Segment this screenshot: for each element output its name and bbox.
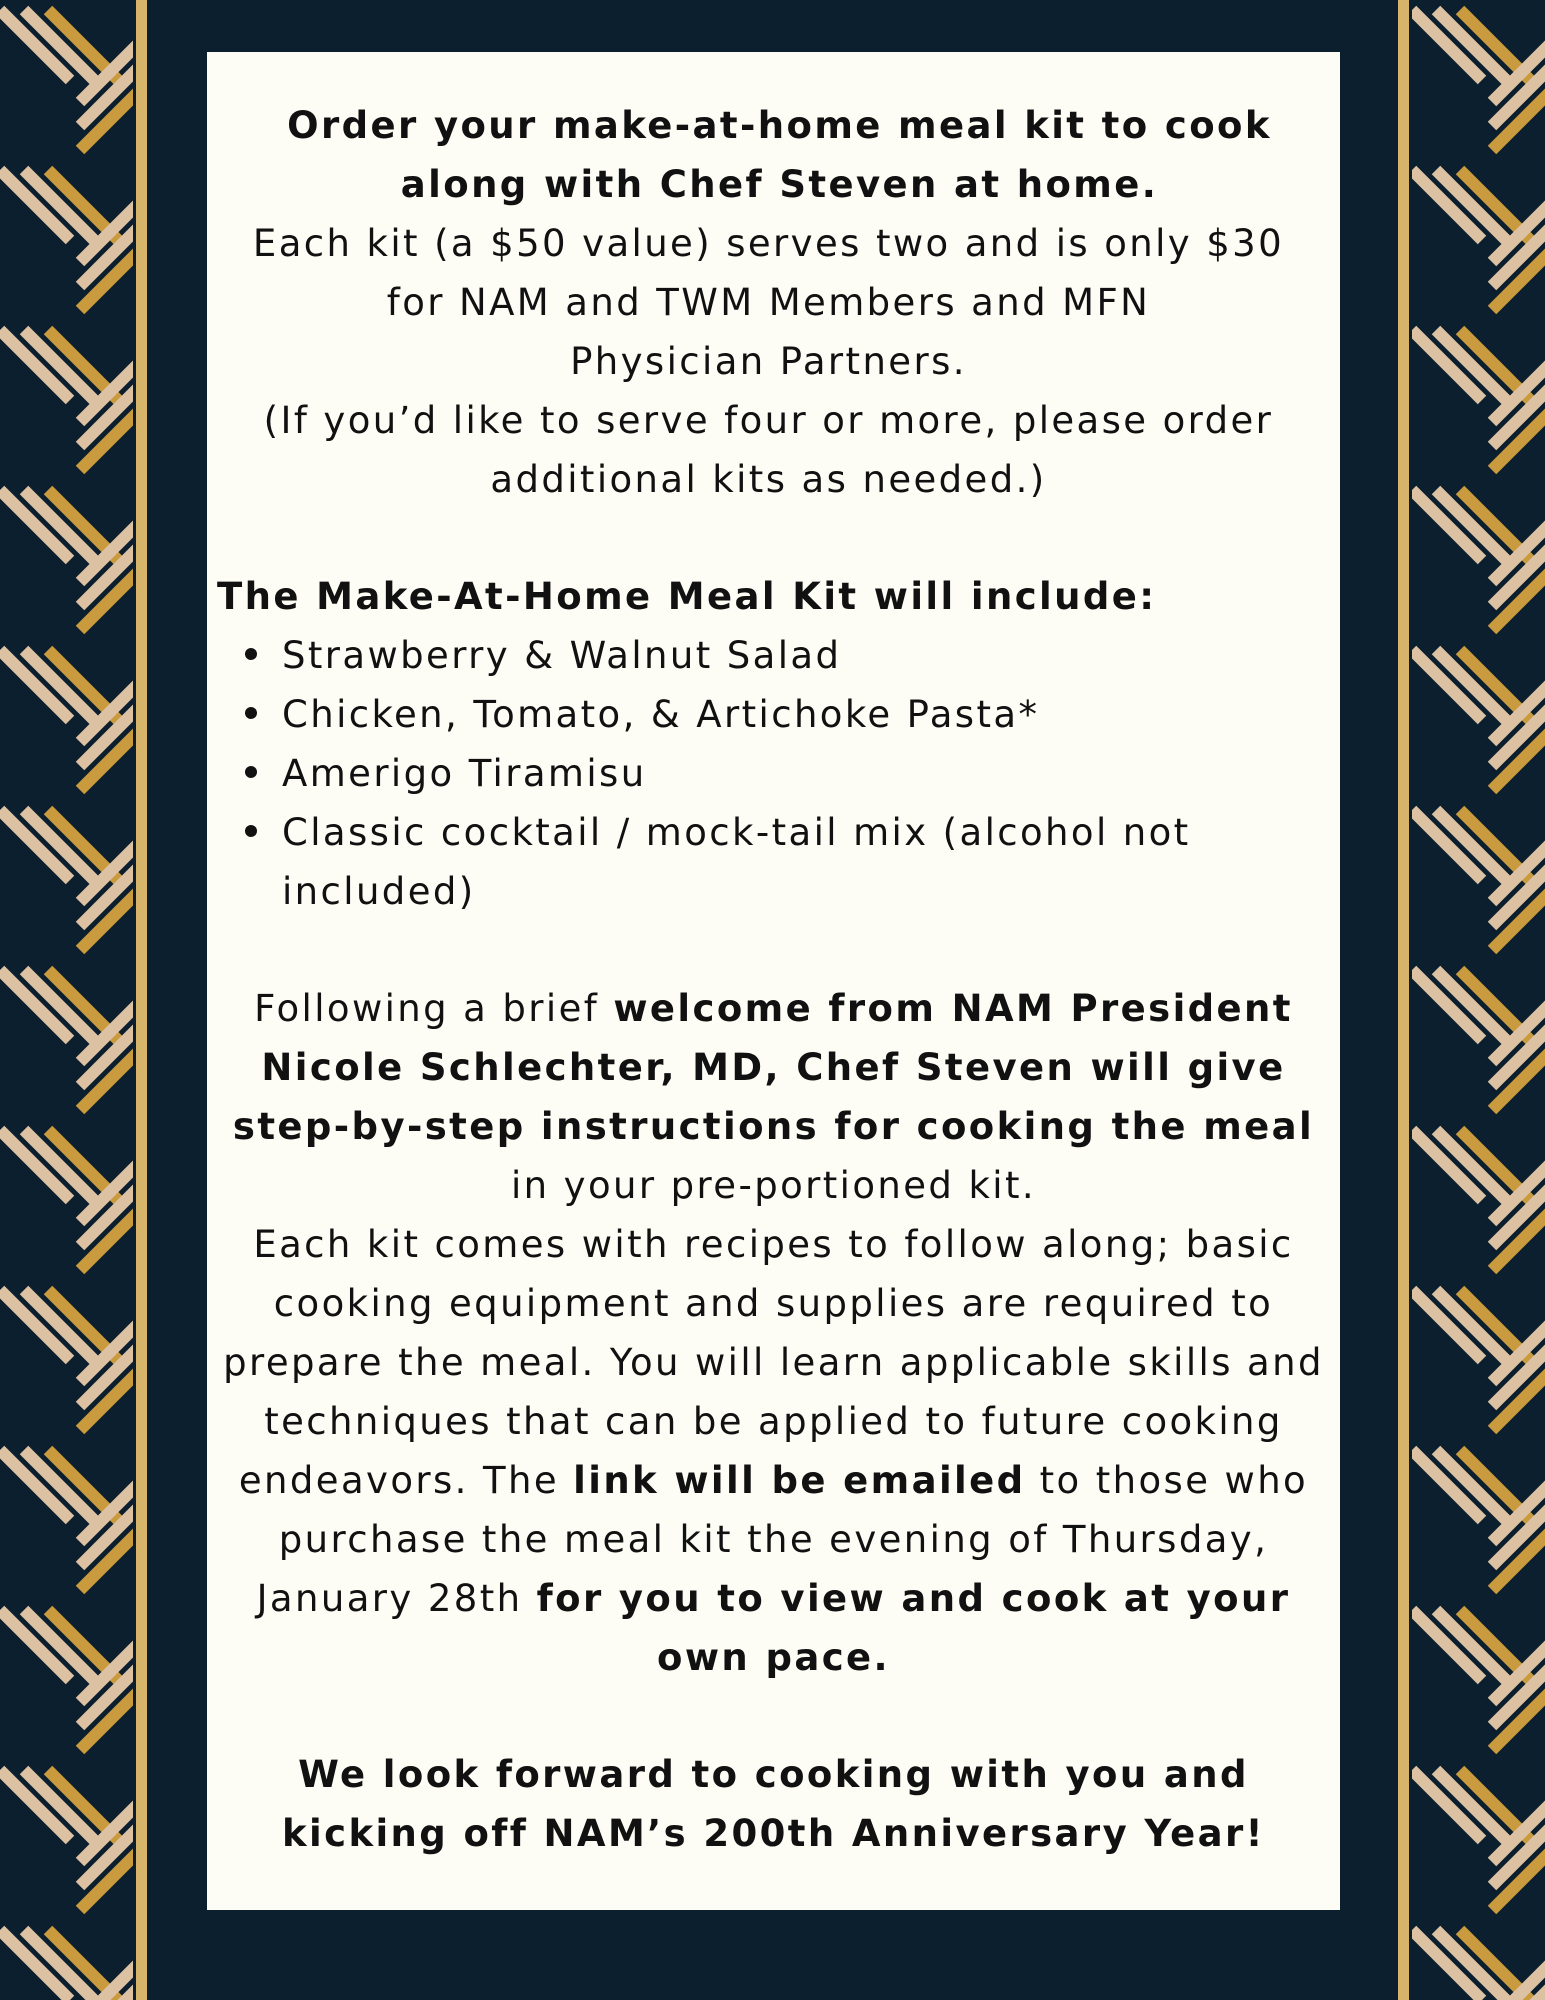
bullet-icon	[245, 707, 257, 719]
details-text: Following a brief	[254, 987, 614, 1030]
kit-item-label: Classic cocktail / mock-tail mix (alcohol not included)	[282, 811, 1191, 913]
gold-border-stripe-left	[136, 0, 147, 2000]
woven-pattern-left	[0, 0, 133, 2000]
details-text: to those who purchase the meal kit the evening of Thursday, January 28th	[256, 1459, 1309, 1620]
kit-heading: The Make-At-Home Meal Kit will include:	[217, 575, 1157, 618]
list-item	[207, 685, 1340, 744]
flyer-panel	[207, 52, 1340, 1910]
details-text: in your pre-portioned kit.	[510, 1164, 1037, 1207]
price-line: Each kit (a $50 value) serves two and is only $30 for NAM and TWM Members and MFN	[252, 222, 1285, 324]
bullet-icon	[245, 648, 257, 660]
bullet-icon	[245, 766, 257, 778]
closing-message: We look forward to cooking with you and kicking off NAM’s 200th Anniversary Year!	[282, 1753, 1265, 1855]
details-text: Each kit comes with recipes to follow along; basic cooking equipment and supplies are required to prepare the meal. You will learn applicable skills and techniques that can be applied to future cooking endeavors. The	[223, 1223, 1324, 1502]
woven-pattern-right	[1412, 0, 1545, 2000]
gold-border-stripe-right	[1398, 0, 1409, 2000]
flyer-content	[207, 96, 1340, 1863]
kit-item-label: Amerigo Tiramisu	[282, 752, 647, 795]
kit-items-list	[207, 626, 1340, 921]
event-details	[207, 979, 1340, 1687]
details-bold-text: link will be emailed	[573, 1459, 1026, 1502]
list-item	[207, 803, 1340, 921]
list-item	[207, 744, 1340, 803]
bullet-icon	[245, 825, 257, 837]
price-line-2: Physician Partners.	[570, 340, 967, 383]
details-bold-text: welcome from NAM President Nicole Schlechter, MD, Chef Steven will give step-by-step instructions for cooking the meal	[232, 987, 1315, 1148]
order-note: (If you’d like to serve four or more, please order additional kits as needed.)	[263, 399, 1274, 501]
intro-heading: Order your make-at-home meal kit to cook along with Chef Steven at home.	[287, 104, 1272, 206]
kit-item-label: Chicken, Tomato, & Artichoke Pasta*	[282, 693, 1040, 736]
list-item	[207, 626, 1340, 685]
kit-item-label: Strawberry & Walnut Salad	[282, 634, 842, 677]
details-bold-text: for you to view and cook at your own pace.	[536, 1577, 1291, 1679]
